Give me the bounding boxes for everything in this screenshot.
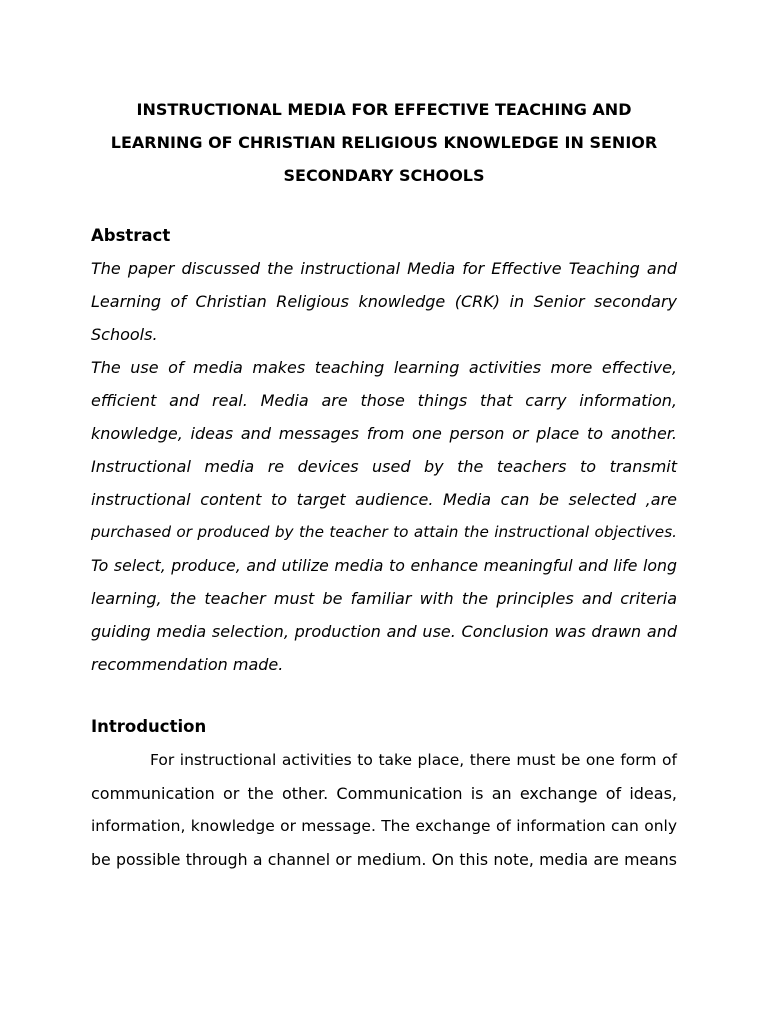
abstract-heading: Abstract [91,226,171,245]
abstract-line: The use of media makes teaching learning activities more effective, [91,358,677,377]
document-title [80,93,688,192]
abstract-line: instructional content to target audience. Media can be selected ,are [91,490,677,509]
abstract-line: Schools. [91,325,158,344]
abstract-line: learning, the teacher must be familiar with the principles and criteria [91,589,677,608]
title-line-1: INSTRUCTIONAL MEDIA FOR EFFECTIVE TEACHING AND [136,100,632,119]
introduction-text [91,744,677,876]
abstract-line: To select, produce, and utilize media to enhance meaningful and life long [91,556,677,575]
title-line-2: LEARNING OF CHRISTIAN RELIGIOUS KNOWLEDGE IN SENIOR [110,133,658,152]
introduction-line: be possible through a channel or medium. On this note, media are means [91,850,677,869]
abstract-text [91,252,677,681]
abstract-line: knowledge, ideas and messages from one person or place to another. [91,424,677,443]
introduction-line: information, knowledge or message. The exchange of information can only [91,817,677,835]
abstract-line: recommendation made. [91,655,284,674]
introduction-heading: Introduction [91,717,207,736]
abstract-line: The paper discussed the instructional Media for Effective Teaching and [91,259,677,278]
introduction-line: For instructional activities to take place, there must be one form of [150,751,677,769]
abstract-line: Learning of Christian Religious knowledge (CRK) in Senior secondary [91,292,677,311]
introduction-line: communication or the other. Communication is an exchange of ideas, [91,784,677,803]
abstract-line: Instructional media re devices used by the teachers to transmit [91,457,677,476]
title-line-3: SECONDARY SCHOOLS [283,166,485,185]
abstract-line: guiding media selection, production and use. Conclusion was drawn and [91,622,677,641]
abstract-line: efficient and real. Media are those things that carry information, [91,391,677,410]
abstract-line: purchased or produced by the teacher to attain the instructional objectives. [91,523,677,541]
